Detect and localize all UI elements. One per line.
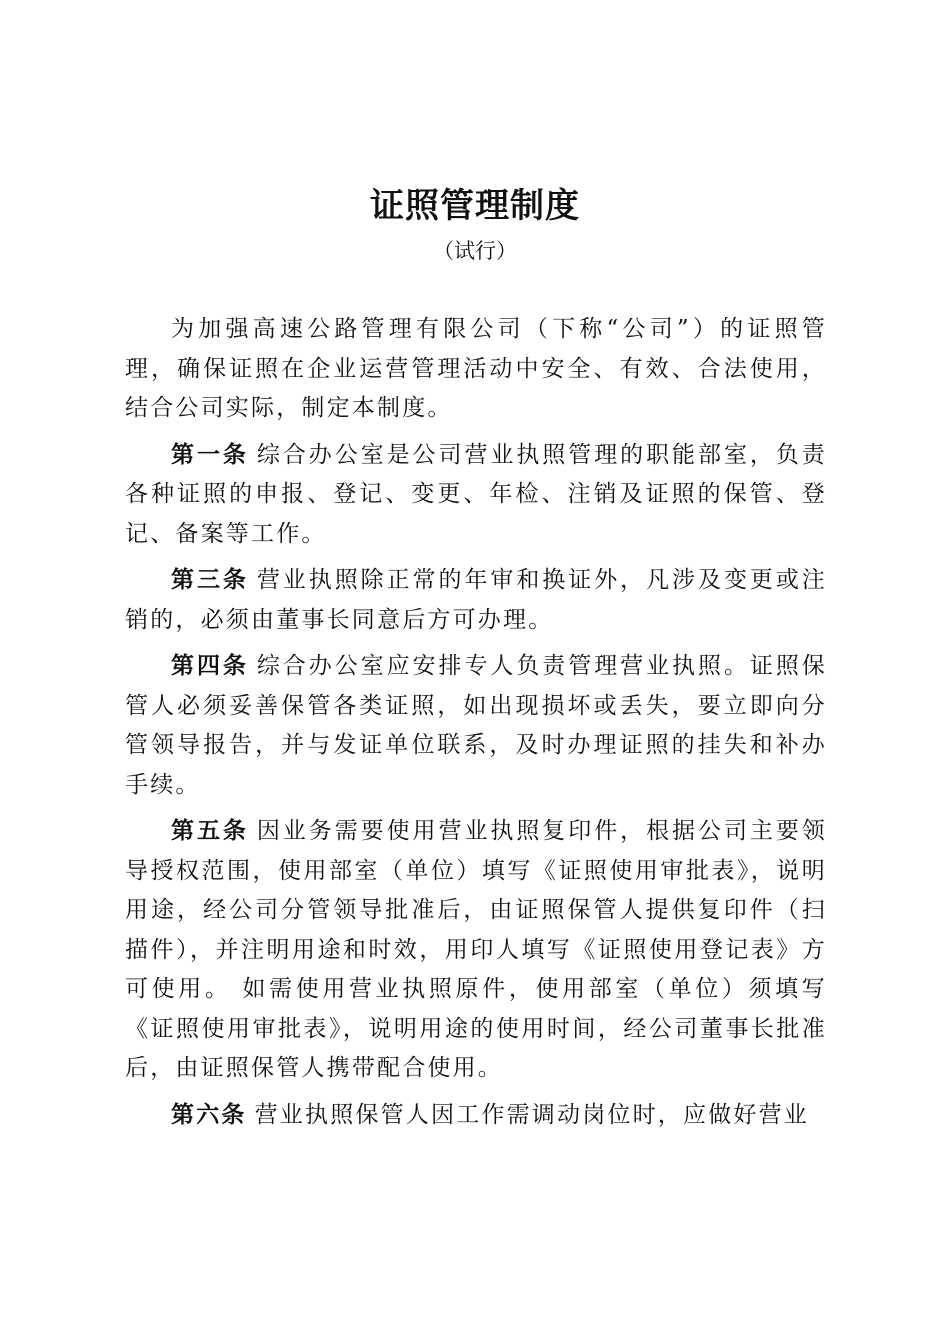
article-label: 第五条 (171, 817, 249, 844)
article-text: 营业执照除正常的年审和换证外，凡涉及变更或注销的，必须由董事长同意后方可办理。 (125, 567, 827, 633)
article-3 (125, 560, 827, 640)
article-label: 第四条 (171, 652, 249, 679)
article-label: 第六条 (171, 1100, 247, 1128)
article-text: 因业务需要使用营业执照复印件，根据公司主要领导授权范围，使用部室（单位）填写《证照使用审批表》，说明用途，经公司分管领导批准后，由证照保管人提供复印件（扫描件），并注明用途和时效，用印人填写《证照使用登记表》方可使用。 如需使用营业执照原件，使用部室（单位）须填写《证照使用审批表》，说明用途的使用时间，经公司董事长批准后，由证照保管人携带配合使用。 (125, 818, 827, 1081)
article-4 (125, 646, 827, 805)
article-5 (125, 811, 827, 1089)
article-6 (125, 1095, 827, 1136)
article-text: 综合办公室应安排专人负责管理营业执照。证照保管人必须妥善保管各类证照，如出现损坏或丢失，要立即向分管领导报告，并与发证单位联系，及时办理证照的挂失和补办手续。 (125, 653, 827, 798)
document-title: 证照管理制度 (370, 186, 580, 226)
intro-paragraph: 为加强高速公路管理有限公司（下称“公司”）的证照管理，确保证照在企业运营管理活动中安全、有效、合法使用，结合公司实际，制定本制度。 (125, 316, 827, 421)
document-body (125, 310, 827, 1141)
article-text: 营业执照保管人因工作需调动岗位时，应做好营业 (254, 1101, 810, 1128)
article-text: 综合办公室是公司营业执照管理的职能部室，负责各种证照的申报、登记、变更、年检、注销及证照的保管、登记、备案等工作。 (125, 441, 827, 547)
article-1 (125, 435, 827, 555)
document-subtitle: （试行） (433, 239, 517, 263)
article-label: 第三条 (171, 566, 249, 593)
article-label: 第一条 (171, 440, 249, 468)
